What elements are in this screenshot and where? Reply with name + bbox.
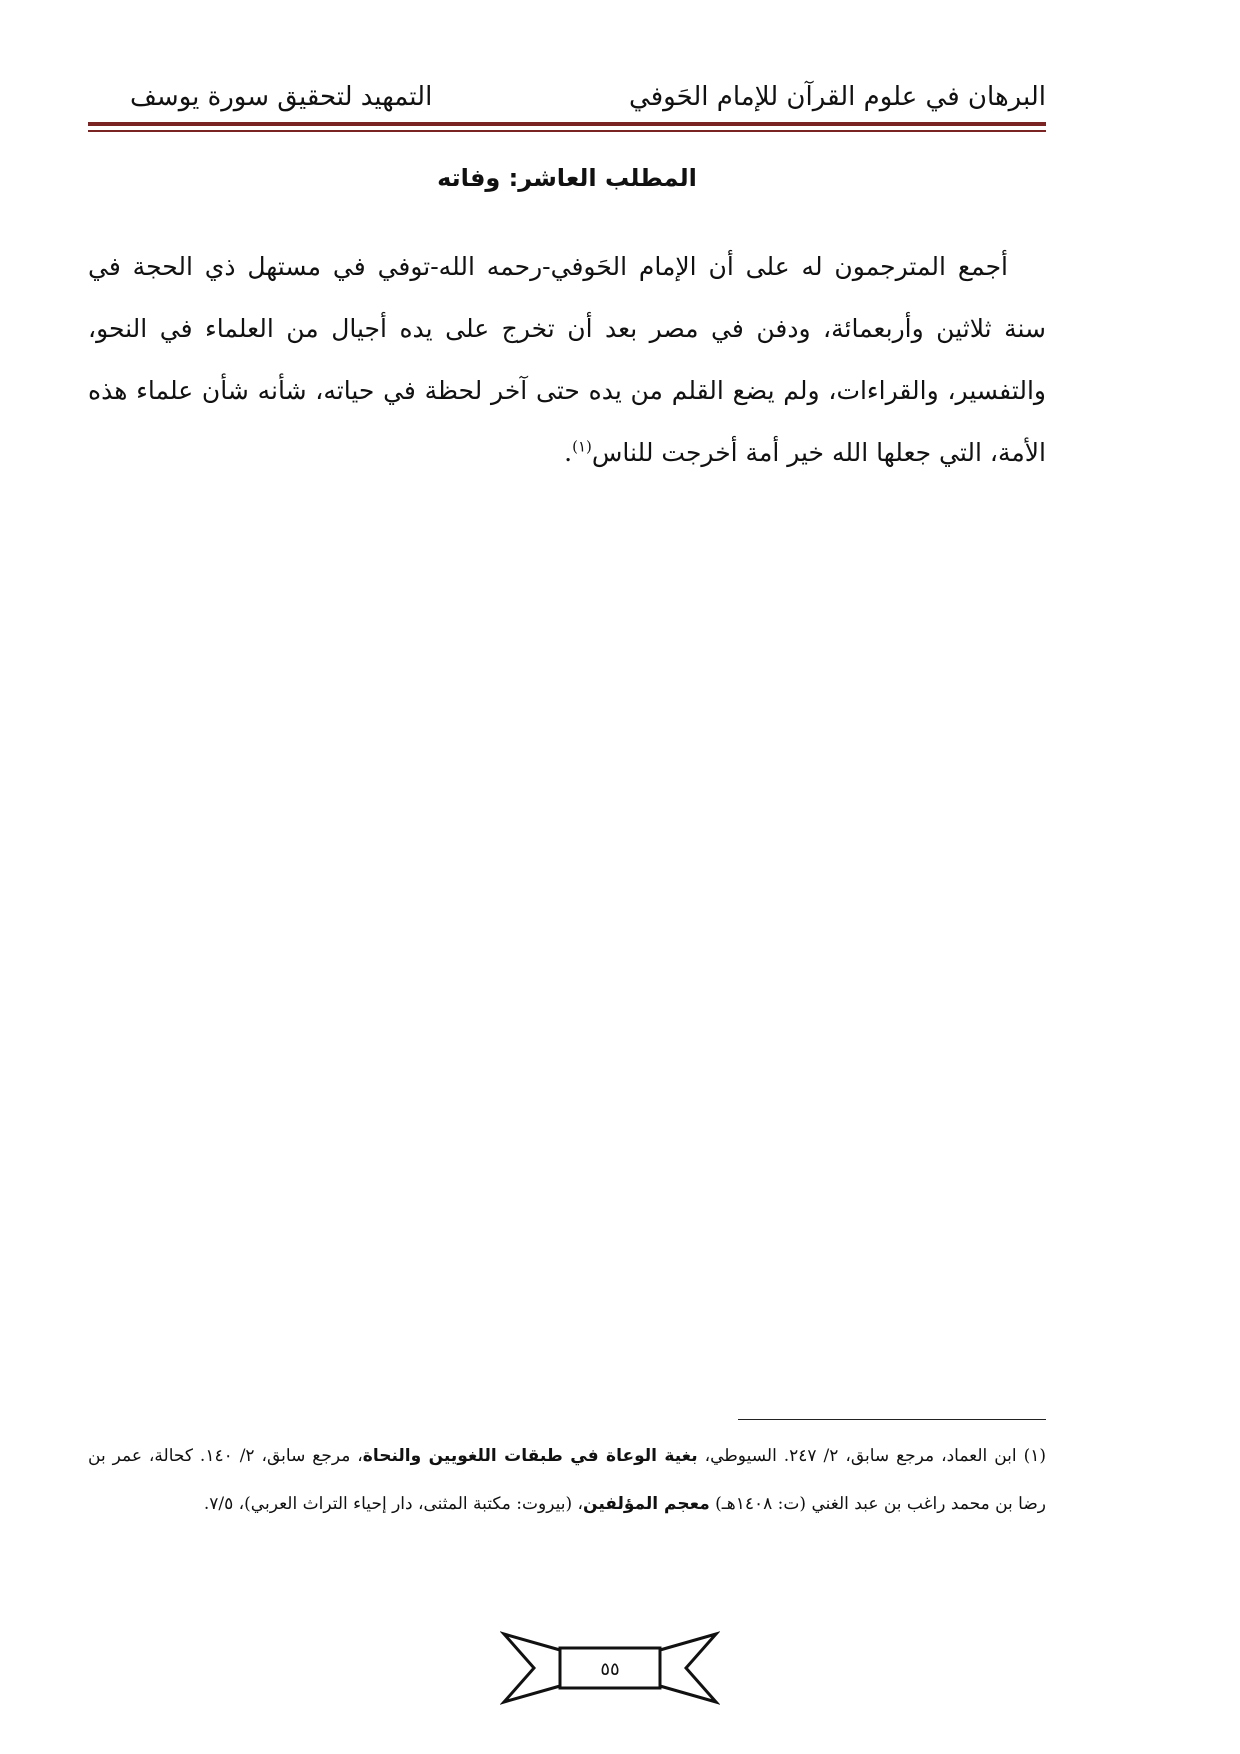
header-rule-thick	[88, 122, 1046, 126]
footnote-book-title-2: معجم المؤلفين	[583, 1494, 710, 1514]
paragraph-end: .	[564, 438, 573, 467]
running-header	[88, 74, 1046, 120]
footnote-text-1: ابن العماد، مرجع سابق، ٢/ ٢٤٧. السيوطي،	[704, 1446, 1017, 1466]
body-paragraph	[88, 236, 1046, 484]
footnote-book-title-1: بغية الوعاة في طبقات اللغويين والنحاة	[362, 1446, 698, 1466]
footnote-separator	[738, 1419, 1046, 1420]
footnote-number: (١)	[1023, 1446, 1047, 1466]
header-book-title: البرهان في علوم القرآن للإمام الحَوفي	[629, 82, 1046, 112]
header-chapter-title: التمهيد لتحقيق سورة يوسف	[130, 82, 433, 112]
section-heading: المطلب العاشر: وفاته	[437, 164, 697, 192]
footnote	[88, 1432, 1046, 1528]
footnote-text-2: ، مرجع سابق، ٢/ ١٤٠. كحالة، عمر بن رضا بن محمد راغب بن عبد الغني (ت: ١٤٠٨هـ)	[88, 1446, 1046, 1514]
paragraph-text: أجمع المترجمون له على أن الإمام الحَوفي-رحمه الله-توفي في مستهل ذي الحجة في سنة ثلاثين وأربعمائة، ودفن في مصر بعد أن تخرج على يده أجيال من العلماء في النحو، والتفسير، والقراءات، ولم يضع القلم من يده حتى آخر لحظة في حياته، شأنه شأن علماء هذه الأمة، التي جعلها الله خير أمة أخرجت للناس	[88, 252, 1046, 467]
page-number: ٥٥	[600, 1659, 620, 1680]
header-rule-thin	[88, 130, 1046, 132]
footnote-reference[interactable]: (١)	[572, 437, 592, 456]
footnote-text-3: ، (بيروت: مكتبة المثنى، دار إحياء التراث العربي)، ٧/٥.	[203, 1494, 584, 1514]
